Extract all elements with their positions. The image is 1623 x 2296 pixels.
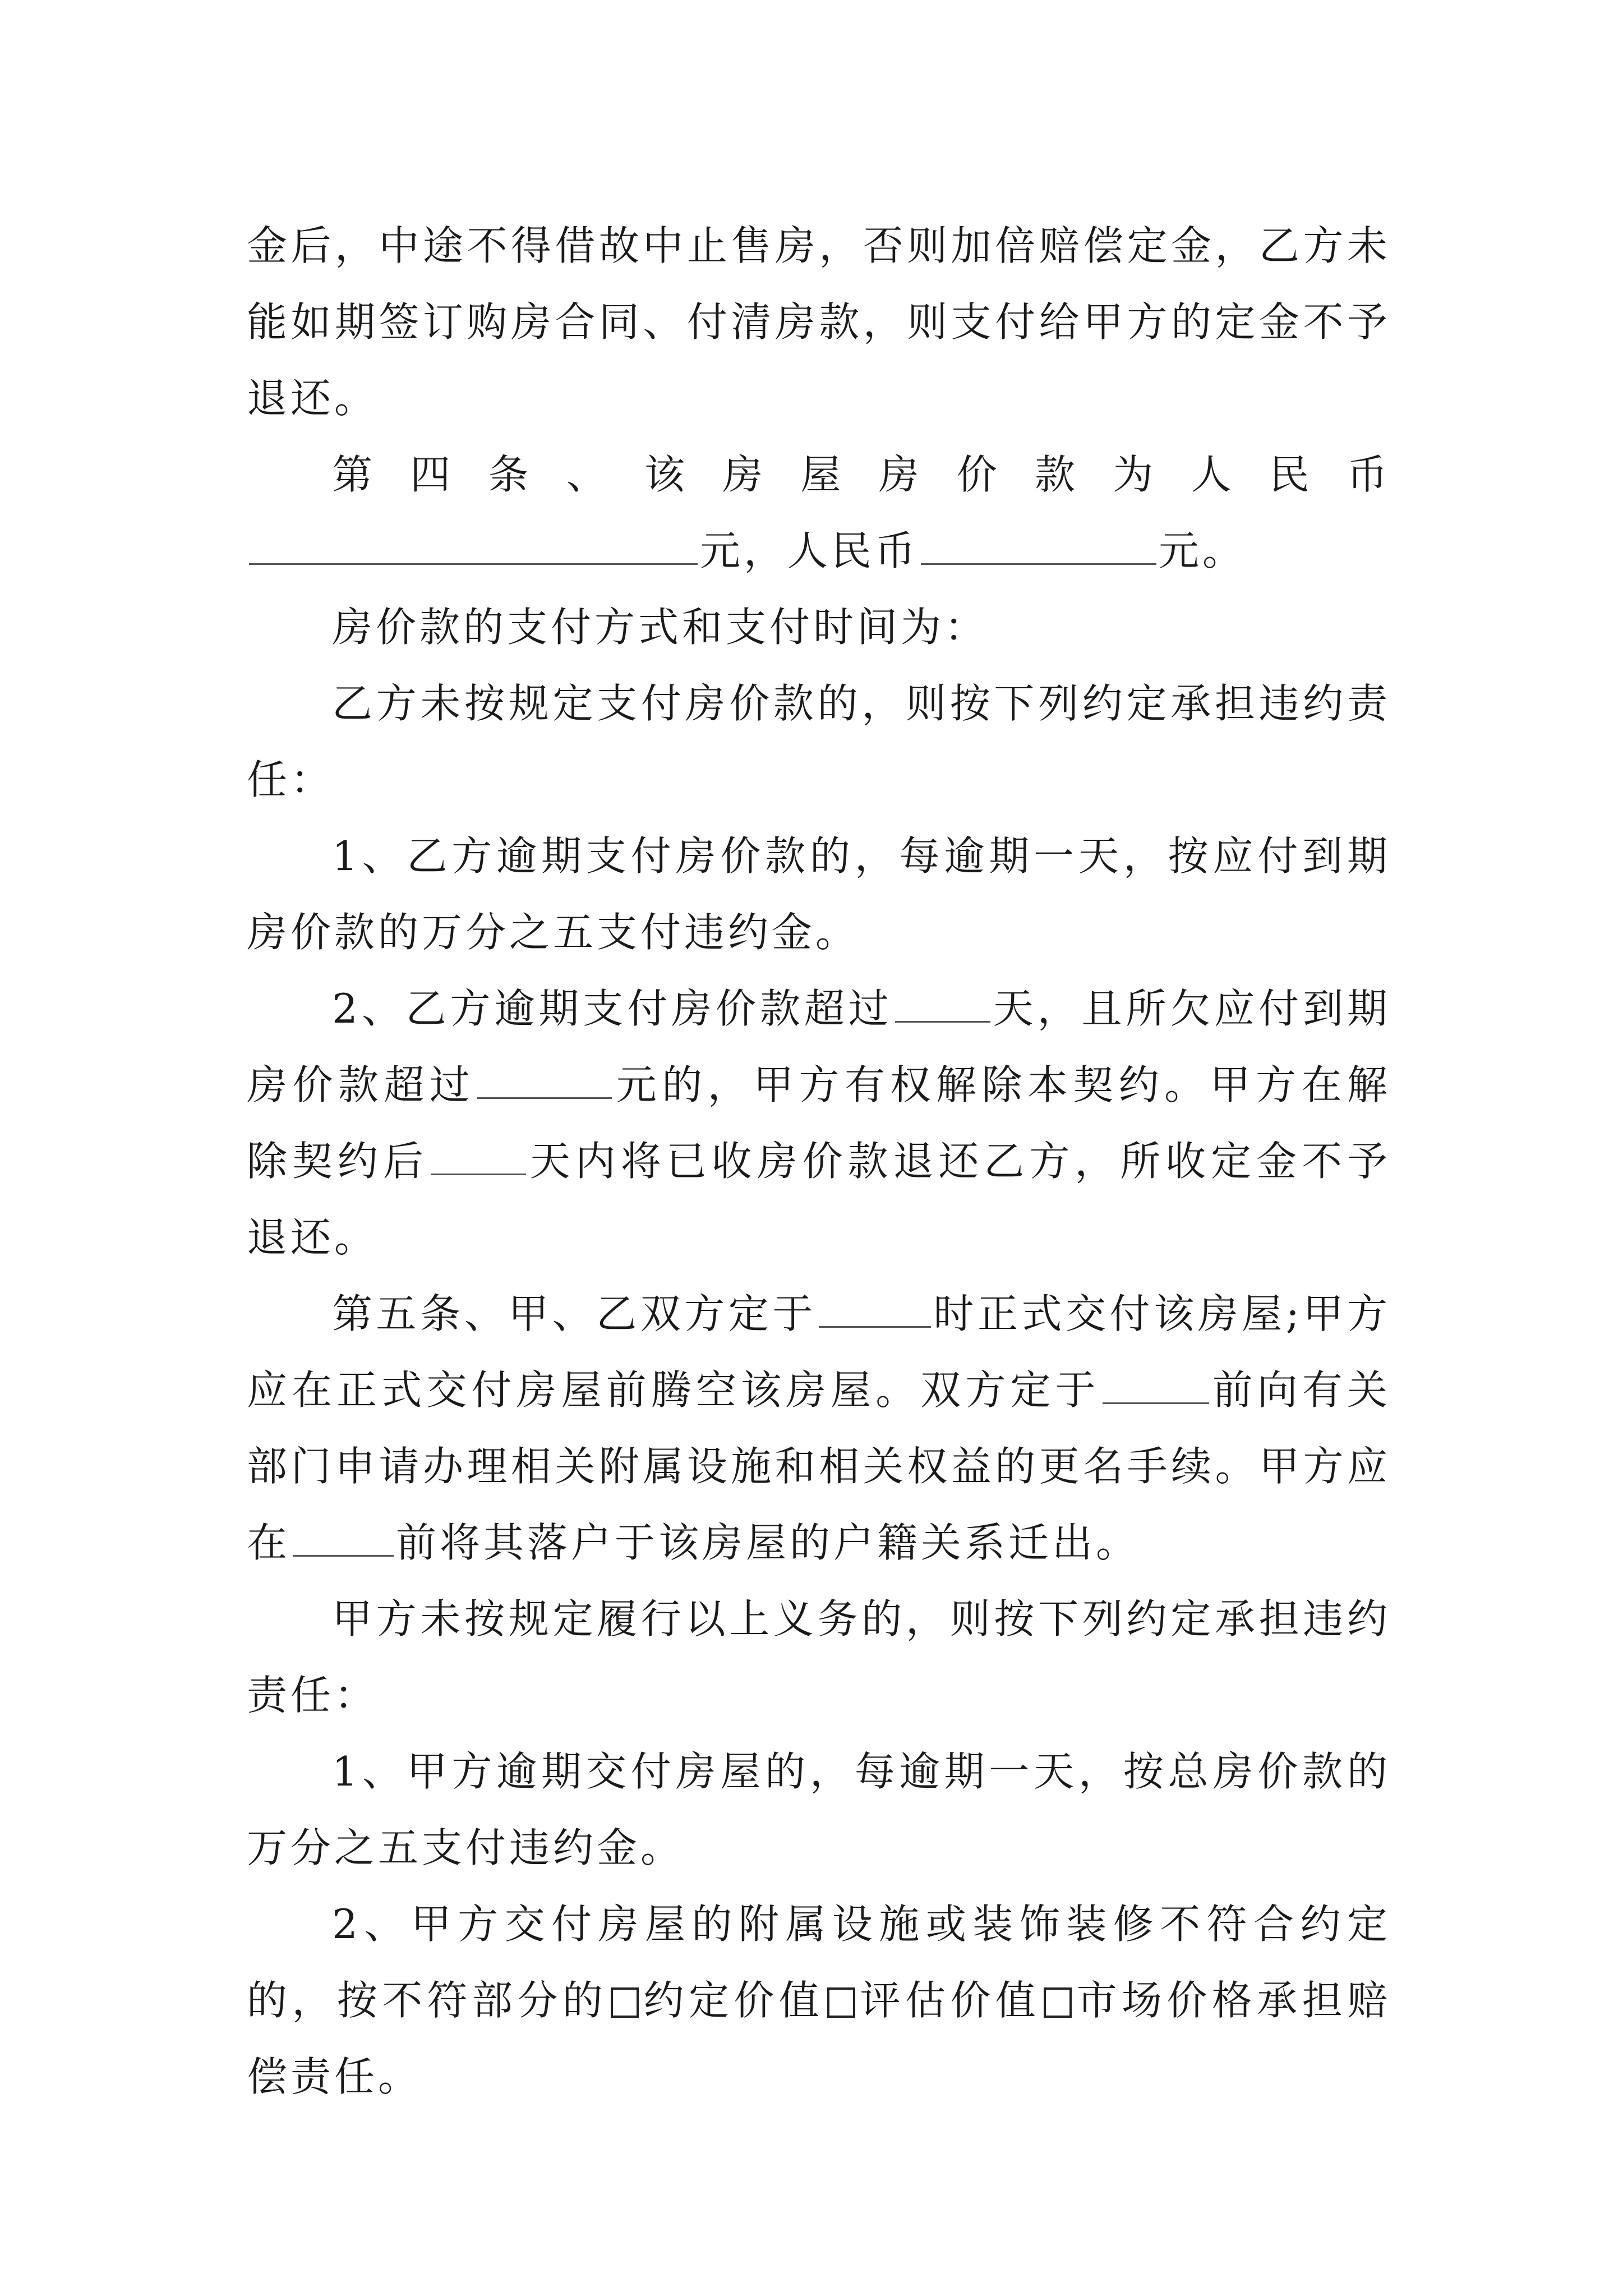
market-price-checkbox[interactable] — [1044, 1987, 1072, 2018]
agreed-value-checkbox[interactable] — [611, 1987, 639, 2018]
paragraph-seller-breach-item-2 — [247, 1886, 1391, 2115]
paragraph-buyer-breach-item-2 — [247, 970, 1391, 1276]
paragraph-text: 约定价值 — [642, 1977, 824, 2024]
paragraph-text: 第五条、甲、乙双方定于 — [332, 1290, 817, 1337]
paragraph-text: 评估价值 — [859, 1977, 1041, 2024]
paragraph-text: 乙方未按规定支付房价款的，则按下列约定承担违约责任： — [247, 680, 1391, 803]
paragraph-text: 天内将已收房价款退还乙方，所收定金不予退还。 — [247, 1138, 1391, 1261]
paragraph-text: 市场价格承担赔偿责任。 — [247, 1977, 1391, 2100]
paragraph-text: 甲方未按规定履行以上义务的，则按下列约定承担违约责任： — [247, 1595, 1391, 1719]
paragraph-article-5-delivery — [247, 1276, 1391, 1581]
paragraph-payment-method — [247, 589, 1391, 665]
household-date-blank — [293, 1516, 394, 1557]
paragraph-text: 2、甲方交付房屋的附属设施或装饰装修不符合约定的，按不符部分的 — [247, 1901, 1391, 2024]
price-amount-blank — [249, 524, 698, 565]
rename-date-blank — [1103, 1363, 1209, 1404]
paragraph-text: 元，人民币 — [700, 527, 919, 574]
paragraph-buyer-breach — [247, 665, 1391, 818]
paragraph-seller-breach-item-1 — [247, 1733, 1391, 1886]
paragraph-text: 1、甲方逾期交付房屋的，每逾期一天，按总房价款的万分之五支付违约金。 — [247, 1748, 1391, 1871]
document-body — [247, 208, 1391, 2115]
paragraph-text: 天，且所欠应付到期房价款超过 — [247, 985, 1391, 1108]
price-amount-uppercase-blank — [921, 524, 1156, 565]
refund-days-blank — [431, 1134, 526, 1175]
assessed-value-checkbox[interactable] — [827, 1987, 855, 2018]
paragraph-text: 金后，中途不得借故中止售房，否则加倍赔偿定金，乙方未能如期签订购房合同、付清房款，则支付给甲方的定金不予退还。 — [247, 222, 1391, 422]
paragraph-text: 元。 — [1159, 527, 1247, 574]
paragraph-text: 2、乙方逾期支付房价款超过 — [332, 985, 893, 1032]
delivery-date-blank — [819, 1287, 931, 1328]
paragraph-text: 前向有关部门申请办理相关附属设施和相关权益的更名手续。甲方应在 — [247, 1366, 1391, 1566]
paragraph-article-4-price — [247, 436, 1391, 589]
overdue-amount-blank — [477, 1058, 612, 1099]
paragraph-text: 时正式交付该房屋;甲方应在正式交付房屋前腾空该房屋。双方定于 — [247, 1290, 1391, 1414]
paragraph-deposit-terms — [247, 208, 1391, 436]
paragraph-seller-breach — [247, 1581, 1391, 1733]
paragraph-text: 房价款的支付方式和支付时间为： — [332, 604, 989, 651]
paragraph-buyer-breach-item-1 — [247, 818, 1391, 970]
paragraph-text: 1、乙方逾期支付房价款的，每逾期一天，按应付到期房价款的万分之五支付违约金。 — [247, 832, 1391, 956]
paragraph-text: 元的，甲方有权解除本契约。甲方在解除契约后 — [247, 1061, 1391, 1185]
overdue-days-blank — [895, 982, 990, 1023]
paragraph-text: 前将其落户于该房屋的户籍关系迁出。 — [396, 1519, 1140, 1566]
paragraph-text: 第四条、该房屋房价款为人民币 — [332, 451, 1391, 498]
